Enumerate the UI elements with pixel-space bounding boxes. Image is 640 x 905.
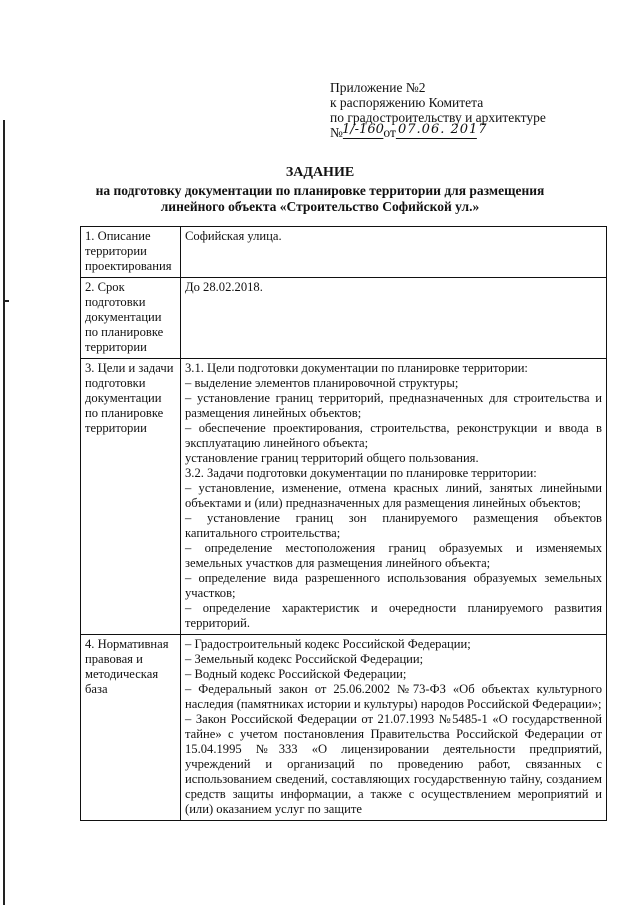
row-content xyxy=(181,635,607,821)
row-content xyxy=(181,359,607,635)
row-content xyxy=(181,278,607,359)
table-row xyxy=(81,278,607,359)
table-row xyxy=(81,635,607,821)
content-line: 3.2. Задачи подготовки документации по планировке территории: xyxy=(185,466,537,480)
content-line: – выделение элементов планировочной структуры; xyxy=(185,376,459,390)
table-row xyxy=(81,227,607,278)
content-line: – Закон Российской Федерации от 21.07.1993 №5485-1 «О государственной тайне» с учетом постановления Правительства Российской Федерации от 15.04.1995 №333 «О лицензировании деятельности предприятий, учреждений и организаций по проведению работ, связанных с использованием сведений, составляющих государственную тайну, созданием средств защиты информации, а также с осуществлением мероприятий и (или) оказанием услуг по защите xyxy=(185,712,602,816)
content-line: До 28.02.2018. xyxy=(185,280,263,294)
content-line: – Земельный кодекс Российской Федерации; xyxy=(185,652,424,666)
content-line: – обеспечение проектирования, строительства, реконструкции и ввода в эксплуатацию линейного объекта; xyxy=(185,421,602,450)
row-content xyxy=(181,227,607,278)
appendix-header xyxy=(330,80,546,140)
appendix-number-date xyxy=(330,122,546,140)
document-subtitle xyxy=(0,183,640,214)
content-line: Софийская улица. xyxy=(185,229,282,243)
content-line: – определение вида разрешенного использования образуемых земельных участков; xyxy=(185,571,602,600)
task-table xyxy=(80,226,607,821)
number-prefix: № xyxy=(330,125,343,140)
row-label: 4. Нормативная правовая и методическая база xyxy=(81,635,181,821)
handwritten-date: 07.06. 2017 xyxy=(398,122,488,137)
handwritten-number: 1/-160 xyxy=(342,122,384,137)
appendix-line-2: к распоряжению Комитета xyxy=(330,95,484,110)
content-line: – Градостроительный кодекс Российской Федерации; xyxy=(185,637,471,651)
row-label: 1. Описание территории проектирования xyxy=(81,227,181,278)
content-line: – установление границ территорий, предназначенных для строительства и размещения линейных объектов; xyxy=(185,391,602,420)
subtitle-line-1: на подготовку документации по планировке территории для размещения xyxy=(95,183,545,198)
page-edge-tick xyxy=(3,300,9,302)
content-line: – установление границ зон планируемого размещения объектов капитального строительства; xyxy=(185,511,602,540)
content-line: – Водный кодекс Российской Федерации; xyxy=(185,667,407,681)
document-title: ЗАДАНИЕ xyxy=(285,165,355,180)
content-line: установление границ территорий общего пользования. xyxy=(185,451,479,465)
subtitle-line-2: линейного объекта «Строительство Софийской ул.» xyxy=(160,198,480,214)
row-label: 3. Цели и задачи подготовки документации по планировке территории xyxy=(81,359,181,635)
content-line: – установление, изменение, отмена красных линий, занятых линейными объектами и (или) предназначенных для размещения линейных объектов; xyxy=(185,481,602,510)
page-left-edge xyxy=(3,120,5,905)
content-line: – определение характеристик и очередности планируемого развития территорий. xyxy=(185,601,602,630)
content-line: – Федеральный закон от 25.06.2002 №73-ФЗ «Об объектах культурного наследия (памятниках истории и культуры) народов Российской Федерации»; xyxy=(185,682,602,711)
row-label: 2. Срок подготовки документации по планировке территории xyxy=(81,278,181,359)
appendix-line-3: по градостроительству и архитектуре xyxy=(330,110,546,125)
content-line: – определение местоположения границ образуемых и изменяемых земельных участков для размещения линейного объекта; xyxy=(185,541,602,570)
table-row xyxy=(81,359,607,635)
date-prefix: от xyxy=(383,125,396,140)
appendix-line-1: Приложение №2 xyxy=(330,80,426,95)
content-line: 3.1. Цели подготовки документации по планировке территории: xyxy=(185,361,528,375)
